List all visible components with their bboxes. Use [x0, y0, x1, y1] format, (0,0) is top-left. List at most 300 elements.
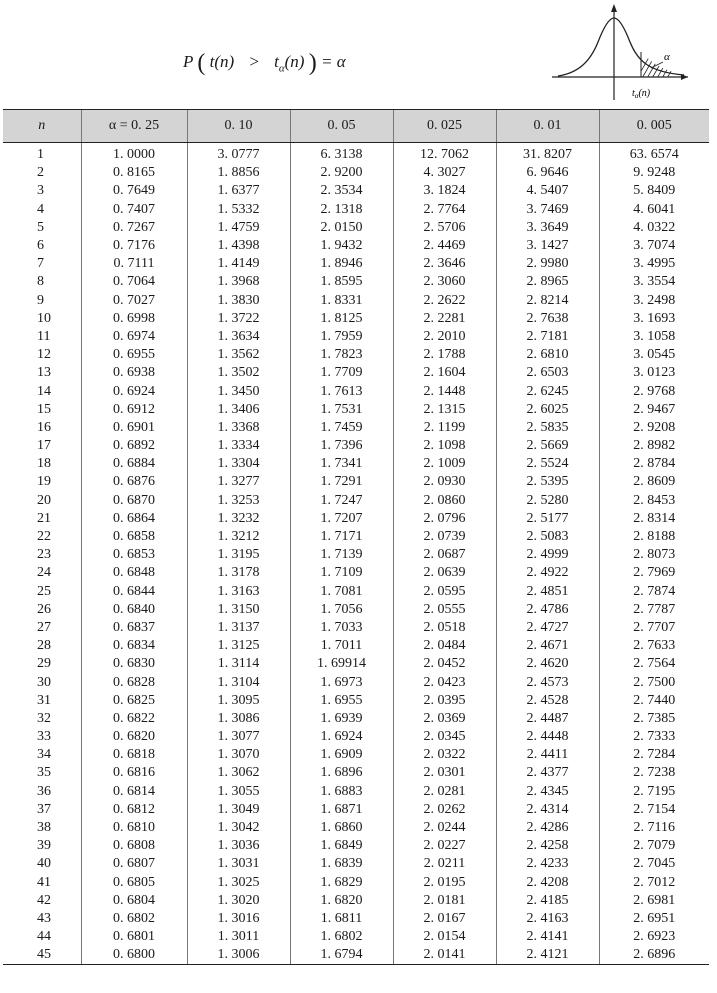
- value-cell: 0. 6901: [81, 419, 187, 437]
- value-cell: 2. 4620: [496, 655, 599, 673]
- table-row: [3, 746, 709, 764]
- value-cell: 3. 0777: [187, 143, 290, 165]
- value-cell: 0. 6924: [81, 382, 187, 400]
- value-cell: 1. 4398: [187, 237, 290, 255]
- value-cell: 2. 7116: [599, 819, 709, 837]
- row-n-cell: 6: [37, 238, 44, 254]
- value-cell: 1. 6939: [290, 710, 393, 728]
- value-cell: 2. 4851: [496, 583, 599, 601]
- table-row: [3, 892, 709, 910]
- row-n-cell: 45: [3, 946, 81, 965]
- row-n-cell: 3: [37, 183, 44, 199]
- table-row: [3, 564, 709, 582]
- value-cell: 0. 6825: [81, 692, 187, 710]
- value-cell: 2. 4233: [496, 855, 599, 873]
- value-cell: 2. 5669: [496, 437, 599, 455]
- row-n-cell: 29: [37, 656, 51, 672]
- value-cell: 2. 9980: [496, 255, 599, 273]
- table-row: [3, 783, 709, 801]
- value-cell: 1. 69914: [290, 655, 393, 673]
- row-n-cell: 17: [37, 438, 51, 454]
- value-cell: 1. 3212: [187, 528, 290, 546]
- value-cell: 2. 4258: [496, 837, 599, 855]
- value-cell: 1. 6896: [290, 764, 393, 782]
- value-cell: 1. 8595: [290, 273, 393, 291]
- row-n-cell: 4: [37, 201, 44, 217]
- value-cell: 2. 0395: [393, 692, 496, 710]
- value-cell: 0. 7027: [81, 292, 187, 310]
- value-cell: 2. 0639: [393, 564, 496, 582]
- value-cell: 2. 0301: [393, 764, 496, 782]
- value-cell: 2. 8609: [599, 473, 709, 491]
- value-cell: 2. 8214: [496, 292, 599, 310]
- value-cell: 1. 7011: [290, 637, 393, 655]
- row-n-cell: 25: [37, 583, 51, 599]
- table-row: [3, 637, 709, 655]
- value-cell: 1. 6794: [290, 946, 393, 965]
- table-row: [3, 528, 709, 546]
- value-cell: 0. 6816: [81, 764, 187, 782]
- value-cell: 2. 4671: [496, 637, 599, 655]
- value-cell: 1. 7056: [290, 601, 393, 619]
- value-cell: 2. 6896: [599, 946, 709, 965]
- value-cell: 4. 3027: [393, 164, 496, 182]
- table-row: [3, 292, 709, 310]
- value-cell: 2. 1318: [290, 201, 393, 219]
- value-cell: 2. 2010: [393, 328, 496, 346]
- value-cell: 2. 5395: [496, 473, 599, 491]
- value-cell: 2. 0322: [393, 746, 496, 764]
- value-cell: 2. 4922: [496, 564, 599, 582]
- t-distribution-table: [3, 109, 709, 965]
- value-cell: 3. 1693: [599, 310, 709, 328]
- row-n-cell: 39: [37, 838, 51, 854]
- value-cell: 2. 4786: [496, 601, 599, 619]
- value-cell: 0. 7064: [81, 273, 187, 291]
- row-n-cell: 18: [37, 456, 51, 472]
- table-row: [3, 874, 709, 892]
- value-cell: 1. 3095: [187, 692, 290, 710]
- value-cell: 1. 3031: [187, 855, 290, 873]
- value-cell: 0. 6810: [81, 819, 187, 837]
- value-cell: 0. 6814: [81, 783, 187, 801]
- table-row: [3, 364, 709, 382]
- value-cell: 0. 6870: [81, 492, 187, 510]
- value-cell: 0. 6876: [81, 473, 187, 491]
- value-cell: 1. 6820: [290, 892, 393, 910]
- value-cell: 1. 7613: [290, 382, 393, 400]
- value-cell: 3. 7074: [599, 237, 709, 255]
- value-cell: 3. 1058: [599, 328, 709, 346]
- row-n-cell: 43: [37, 910, 51, 926]
- table-row: [3, 801, 709, 819]
- value-cell: 2. 6503: [496, 364, 599, 382]
- value-cell: 0. 6828: [81, 673, 187, 691]
- value-cell: 2. 0150: [290, 219, 393, 237]
- value-cell: 1. 3006: [187, 946, 290, 965]
- value-cell: 2. 4528: [496, 692, 599, 710]
- value-cell: 2. 4185: [496, 892, 599, 910]
- value-cell: 3. 1427: [496, 237, 599, 255]
- value-cell: 2. 4448: [496, 728, 599, 746]
- formula-n1: (n): [214, 52, 235, 71]
- header-n: n: [3, 110, 81, 143]
- value-cell: 1. 3722: [187, 310, 290, 328]
- value-cell: 1. 3406: [187, 401, 290, 419]
- value-cell: 2. 0484: [393, 637, 496, 655]
- value-cell: 1. 3042: [187, 819, 290, 837]
- value-cell: 1. 7459: [290, 419, 393, 437]
- value-cell: 2. 4121: [496, 946, 599, 965]
- table-row: [3, 928, 709, 946]
- table-row: [3, 710, 709, 728]
- row-n-cell: 7: [37, 256, 44, 272]
- value-cell: 1. 6871: [290, 801, 393, 819]
- table-row: [3, 728, 709, 746]
- value-cell: 2. 7633: [599, 637, 709, 655]
- alpha-label: α: [664, 51, 670, 63]
- value-cell: 2. 5177: [496, 510, 599, 528]
- value-cell: 2. 4208: [496, 874, 599, 892]
- value-cell: 2. 7181: [496, 328, 599, 346]
- table-row: [3, 764, 709, 782]
- row-n-cell: 5: [37, 219, 44, 235]
- table-body: [3, 143, 709, 965]
- value-cell: 1. 6839: [290, 855, 393, 873]
- table-row: [3, 346, 709, 364]
- table-row: [3, 310, 709, 328]
- value-cell: 9. 9248: [599, 164, 709, 182]
- value-cell: 0. 6820: [81, 728, 187, 746]
- row-n-cell: 30: [37, 674, 51, 690]
- value-cell: 2. 8965: [496, 273, 599, 291]
- table-row: [3, 492, 709, 510]
- value-cell: 2. 4411: [496, 746, 599, 764]
- value-cell: 2. 0518: [393, 619, 496, 637]
- value-cell: 2. 0860: [393, 492, 496, 510]
- row-n-cell: 34: [37, 747, 51, 763]
- row-n-cell: 26: [37, 601, 51, 617]
- table-row: [3, 619, 709, 637]
- value-cell: 2. 7012: [599, 874, 709, 892]
- value-cell: 1. 7109: [290, 564, 393, 582]
- value-cell: 1. 6973: [290, 673, 393, 691]
- value-cell: 2. 0281: [393, 783, 496, 801]
- value-cell: 2. 0181: [393, 892, 496, 910]
- value-cell: 0. 6858: [81, 528, 187, 546]
- table-row: [3, 583, 709, 601]
- table-row: [3, 855, 709, 873]
- value-cell: 3. 3649: [496, 219, 599, 237]
- value-cell: 1. 3070: [187, 746, 290, 764]
- row-n-cell: 1: [37, 147, 44, 163]
- value-cell: 0. 6853: [81, 546, 187, 564]
- value-cell: 1. 3562: [187, 346, 290, 364]
- value-cell: 3. 3554: [599, 273, 709, 291]
- value-cell: 2. 8453: [599, 492, 709, 510]
- value-cell: 2. 4141: [496, 928, 599, 946]
- value-cell: 2. 0555: [393, 601, 496, 619]
- value-cell: 2. 3534: [290, 182, 393, 200]
- row-n-cell: 28: [37, 638, 51, 654]
- value-cell: 2. 4314: [496, 801, 599, 819]
- row-n-cell: 42: [37, 892, 51, 908]
- value-cell: 1. 5332: [187, 201, 290, 219]
- value-cell: 1. 3150: [187, 601, 290, 619]
- value-cell: 2. 6981: [599, 892, 709, 910]
- value-cell: 1. 3368: [187, 419, 290, 437]
- value-cell: 0. 6804: [81, 892, 187, 910]
- value-cell: 1. 6924: [290, 728, 393, 746]
- value-cell: 3. 0545: [599, 346, 709, 364]
- value-cell: 0. 6807: [81, 855, 187, 873]
- value-cell: 0. 6837: [81, 619, 187, 637]
- value-cell: 2. 7707: [599, 619, 709, 637]
- value-cell: 1. 6829: [290, 874, 393, 892]
- value-cell: 0. 8165: [81, 164, 187, 182]
- value-cell: 1. 9432: [290, 237, 393, 255]
- value-cell: 0. 6974: [81, 328, 187, 346]
- value-cell: 1. 7033: [290, 619, 393, 637]
- value-cell: 1. 7207: [290, 510, 393, 528]
- value-cell: 1. 3634: [187, 328, 290, 346]
- formula-eq: = α: [320, 52, 346, 71]
- table-row: [3, 837, 709, 855]
- value-cell: 2. 8314: [599, 510, 709, 528]
- value-cell: 4. 6041: [599, 201, 709, 219]
- table-row: [3, 219, 709, 237]
- table-row: [3, 673, 709, 691]
- value-cell: 2. 7238: [599, 764, 709, 782]
- value-cell: 0. 6892: [81, 437, 187, 455]
- value-cell: 2. 8073: [599, 546, 709, 564]
- value-cell: 2. 4286: [496, 819, 599, 837]
- value-cell: 2. 7045: [599, 855, 709, 873]
- value-cell: 2. 0167: [393, 910, 496, 928]
- value-cell: 1. 6802: [290, 928, 393, 946]
- value-cell: 1. 6883: [290, 783, 393, 801]
- table-row: [3, 143, 709, 165]
- value-cell: 1. 6377: [187, 182, 290, 200]
- row-n-cell: 23: [37, 547, 51, 563]
- value-cell: 2. 0739: [393, 528, 496, 546]
- value-cell: 2. 9208: [599, 419, 709, 437]
- header-alpha: 0. 005: [599, 110, 709, 143]
- value-cell: 0. 6884: [81, 455, 187, 473]
- value-cell: 2. 0423: [393, 673, 496, 691]
- value-cell: 2. 7154: [599, 801, 709, 819]
- value-cell: 2. 7333: [599, 728, 709, 746]
- value-cell: 2. 0227: [393, 837, 496, 855]
- alpha-leader-line: [651, 62, 663, 68]
- value-cell: 2. 0452: [393, 655, 496, 673]
- value-cell: 0. 6955: [81, 346, 187, 364]
- table-row: [3, 455, 709, 473]
- value-cell: 1. 7341: [290, 455, 393, 473]
- critical-value-label: $t_\alpha(n)$: [632, 88, 651, 100]
- value-cell: 6. 3138: [290, 143, 393, 165]
- probability-formula: [183, 50, 346, 77]
- value-cell: 0. 6818: [81, 746, 187, 764]
- value-cell: 2. 7440: [599, 692, 709, 710]
- formula-t2: t: [274, 52, 279, 71]
- value-cell: 1. 3253: [187, 492, 290, 510]
- row-n-cell: 22: [37, 529, 51, 545]
- value-cell: 1. 3125: [187, 637, 290, 655]
- value-cell: 2. 7564: [599, 655, 709, 673]
- value-cell: 1. 3011: [187, 928, 290, 946]
- value-cell: 2. 7969: [599, 564, 709, 582]
- row-n-cell: 33: [37, 729, 51, 745]
- value-cell: 1. 6955: [290, 692, 393, 710]
- value-cell: 1. 3334: [187, 437, 290, 455]
- row-n-cell: 16: [37, 419, 51, 435]
- formula-p: P: [183, 52, 194, 71]
- value-cell: 0. 6938: [81, 364, 187, 382]
- value-cell: 1. 3086: [187, 710, 290, 728]
- row-n-cell: 19: [37, 474, 51, 490]
- value-cell: 1. 3114: [187, 655, 290, 673]
- value-cell: 1. 7291: [290, 473, 393, 491]
- table-row: [3, 473, 709, 491]
- value-cell: 1. 3049: [187, 801, 290, 819]
- value-cell: 2. 1604: [393, 364, 496, 382]
- value-cell: 2. 5280: [496, 492, 599, 510]
- value-cell: 0. 6998: [81, 310, 187, 328]
- value-cell: 1. 3830: [187, 292, 290, 310]
- value-cell: 2. 8982: [599, 437, 709, 455]
- value-cell: 2. 6025: [496, 401, 599, 419]
- value-cell: 0. 6830: [81, 655, 187, 673]
- formula-n2: (n): [284, 52, 305, 71]
- value-cell: 1. 3025: [187, 874, 290, 892]
- tail-hatch: [636, 52, 682, 80]
- table-row: [3, 910, 709, 928]
- row-n-cell: 27: [37, 619, 51, 635]
- value-cell: 0. 6808: [81, 837, 187, 855]
- value-cell: 0. 6822: [81, 710, 187, 728]
- value-cell: 2. 3646: [393, 255, 496, 273]
- value-cell: 0. 6834: [81, 637, 187, 655]
- value-cell: 1. 3016: [187, 910, 290, 928]
- value-cell: 63. 6574: [599, 143, 709, 165]
- value-cell: 0. 6844: [81, 583, 187, 601]
- value-cell: 2. 6923: [599, 928, 709, 946]
- value-cell: 2. 4999: [496, 546, 599, 564]
- value-cell: 2. 3060: [393, 273, 496, 291]
- formula-gt: >: [248, 52, 260, 71]
- value-cell: 2. 1315: [393, 401, 496, 419]
- value-cell: 1. 8946: [290, 255, 393, 273]
- value-cell: 2. 6951: [599, 910, 709, 928]
- table-row: [3, 164, 709, 182]
- value-cell: 1. 3062: [187, 764, 290, 782]
- value-cell: 2. 9768: [599, 382, 709, 400]
- row-n-cell: 36: [37, 783, 51, 799]
- value-cell: 2. 7500: [599, 673, 709, 691]
- value-cell: 1. 3137: [187, 619, 290, 637]
- value-cell: 2. 0369: [393, 710, 496, 728]
- value-cell: 1. 7709: [290, 364, 393, 382]
- table-row: [3, 692, 709, 710]
- value-cell: 1. 8331: [290, 292, 393, 310]
- value-cell: 1. 3232: [187, 510, 290, 528]
- header-alpha: α = 0. 25: [81, 110, 187, 143]
- value-cell: 2. 0930: [393, 473, 496, 491]
- t-distribution-figure: [548, 0, 698, 106]
- value-cell: 3. 0123: [599, 364, 709, 382]
- table-row: [3, 819, 709, 837]
- value-cell: 2. 0687: [393, 546, 496, 564]
- value-cell: 2. 4727: [496, 619, 599, 637]
- value-cell: 1. 6909: [290, 746, 393, 764]
- header-alpha: 0. 05: [290, 110, 393, 143]
- value-cell: 1. 7247: [290, 492, 393, 510]
- value-cell: 2. 1199: [393, 419, 496, 437]
- value-cell: 1. 3055: [187, 783, 290, 801]
- value-cell: 2. 5835: [496, 419, 599, 437]
- table-row: [3, 437, 709, 455]
- value-cell: 0. 6800: [81, 946, 187, 965]
- value-cell: 1. 7171: [290, 528, 393, 546]
- value-cell: 2. 0154: [393, 928, 496, 946]
- value-cell: 0. 6912: [81, 401, 187, 419]
- value-cell: 2. 7764: [393, 201, 496, 219]
- value-cell: 1. 7081: [290, 583, 393, 601]
- value-cell: 2. 1448: [393, 382, 496, 400]
- value-cell: 2. 5083: [496, 528, 599, 546]
- value-cell: 2. 2622: [393, 292, 496, 310]
- value-cell: 2. 9200: [290, 164, 393, 182]
- value-cell: 2. 4573: [496, 673, 599, 691]
- value-cell: 1. 7139: [290, 546, 393, 564]
- value-cell: 1. 3036: [187, 837, 290, 855]
- row-n-cell: 2: [37, 165, 44, 181]
- value-cell: 2. 0244: [393, 819, 496, 837]
- value-cell: 0. 6864: [81, 510, 187, 528]
- value-cell: 0. 7176: [81, 237, 187, 255]
- table-header-row: [3, 110, 709, 143]
- row-n-cell: 13: [37, 365, 51, 381]
- value-cell: 2. 0141: [393, 946, 496, 965]
- value-cell: 2. 6810: [496, 346, 599, 364]
- value-cell: 0. 6801: [81, 928, 187, 946]
- value-cell: 1. 3020: [187, 892, 290, 910]
- table-row: [3, 401, 709, 419]
- value-cell: 2. 1098: [393, 437, 496, 455]
- value-cell: 2. 8188: [599, 528, 709, 546]
- value-cell: 1. 3277: [187, 473, 290, 491]
- row-n-cell: 35: [37, 765, 51, 781]
- value-cell: 2. 9467: [599, 401, 709, 419]
- value-cell: 2. 5706: [393, 219, 496, 237]
- value-cell: 1. 3304: [187, 455, 290, 473]
- row-n-cell: 10: [37, 310, 51, 326]
- value-cell: 0. 7649: [81, 182, 187, 200]
- value-cell: 2. 5524: [496, 455, 599, 473]
- table-row: [3, 255, 709, 273]
- value-cell: 0. 6848: [81, 564, 187, 582]
- value-cell: 0. 6840: [81, 601, 187, 619]
- value-cell: 2. 7385: [599, 710, 709, 728]
- value-cell: 2. 4469: [393, 237, 496, 255]
- row-n-cell: 40: [37, 856, 51, 872]
- value-cell: 1. 4759: [187, 219, 290, 237]
- table-row: [3, 237, 709, 255]
- value-cell: 1. 7531: [290, 401, 393, 419]
- formula-left-paren: (: [197, 50, 206, 76]
- value-cell: 2. 4163: [496, 910, 599, 928]
